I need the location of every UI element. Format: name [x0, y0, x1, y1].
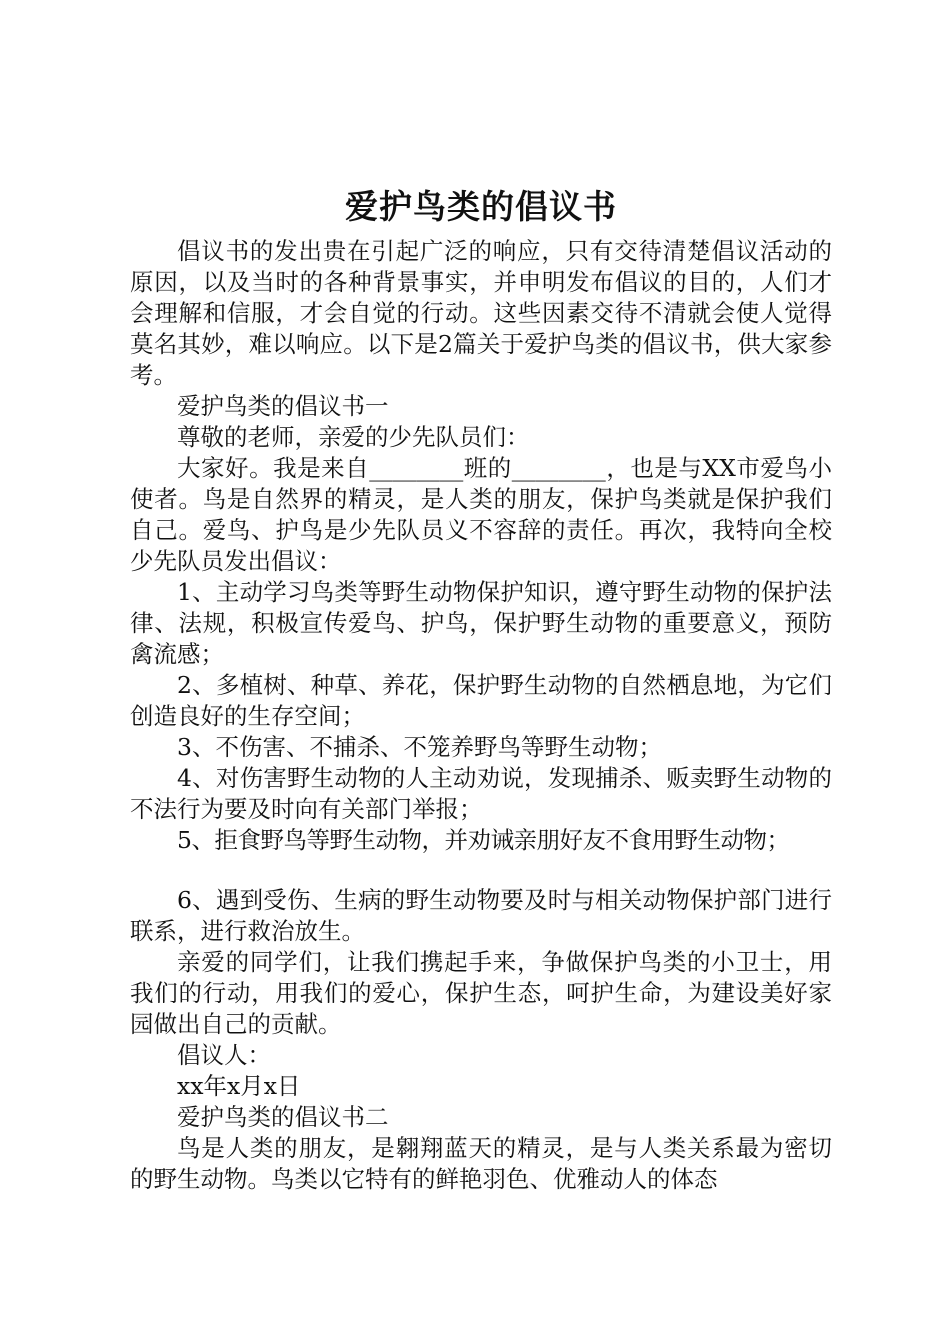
document-title: 爱护鸟类的倡议书	[345, 187, 617, 226]
document-page	[130, 182, 832, 1195]
body-paragraph: 大家好。我是来自________班的________，也是与XX市爱鸟小使者。鸟是自然界的精灵，是人类的朋友，保护鸟类就是保护我们自己。爱鸟、护鸟是少先队员义不容辞的责任。再次，我特向全校少先队员发出倡议：	[130, 454, 832, 575]
body-paragraph-two: 鸟是人类的朋友，是翱翔蓝天的精灵，是与人类关系最为密切的野生动物。鸟类以它特有的鲜艳羽色、优雅动人的体态	[130, 1134, 832, 1193]
intro-paragraph: 倡议书的发出贵在引起广泛的响应，只有交待清楚倡议活动的原因，以及当时的各种背景事实，并申明发布倡议的目的，人们才会理解和信服，才会自觉的行动。这些因素交待不清就会使人觉得莫名其妙，难以响应。以下是2篇关于爱护鸟类的倡议书，供大家参考。	[130, 237, 832, 389]
closing-paragraph: 亲爱的同学们，让我们携起手来，争做保护鸟类的小卫士，用我们的行动，用我们的爱心，保护生态，呵护生命，为建设美好家园做出自己的贡献。	[130, 948, 832, 1038]
section-heading-two: 爱护鸟类的倡议书二	[177, 1103, 389, 1131]
proposal-item-3: 3、不伤害、不捕杀、不笼养野鸟等野生动物；	[177, 733, 662, 761]
proposal-item-1: 1、主动学习鸟类等野生动物保护知识，遵守野生动物的保护法律、法规，积极宣传爱鸟、护鸟，保护野生动物的重要意义，预防禽流感；	[130, 578, 832, 668]
signature-label: 倡议人：	[177, 1041, 271, 1069]
proposal-item-4: 4、对伤害野生动物的人主动劝说，发现捕杀、贩卖野生动物的不法行为要及时向有关部门举报；	[130, 764, 832, 823]
proposal-item-6: 6、遇到受伤、生病的野生动物要及时与相关动物保护部门进行联系，进行救治放生。	[130, 886, 832, 945]
proposal-item-5: 5、拒食野鸟等野生动物，并劝诫亲朋好友不食用野生动物；	[177, 826, 790, 854]
proposal-item-2: 2、多植树、种草、养花，保护野生动物的自然栖息地，为它们创造良好的生存空间；	[130, 671, 832, 730]
date-line: xx年x月x日	[177, 1072, 301, 1100]
salutation: 尊敬的老师，亲爱的少先队员们：	[177, 423, 530, 451]
section-heading-one: 爱护鸟类的倡议书一	[177, 392, 389, 420]
